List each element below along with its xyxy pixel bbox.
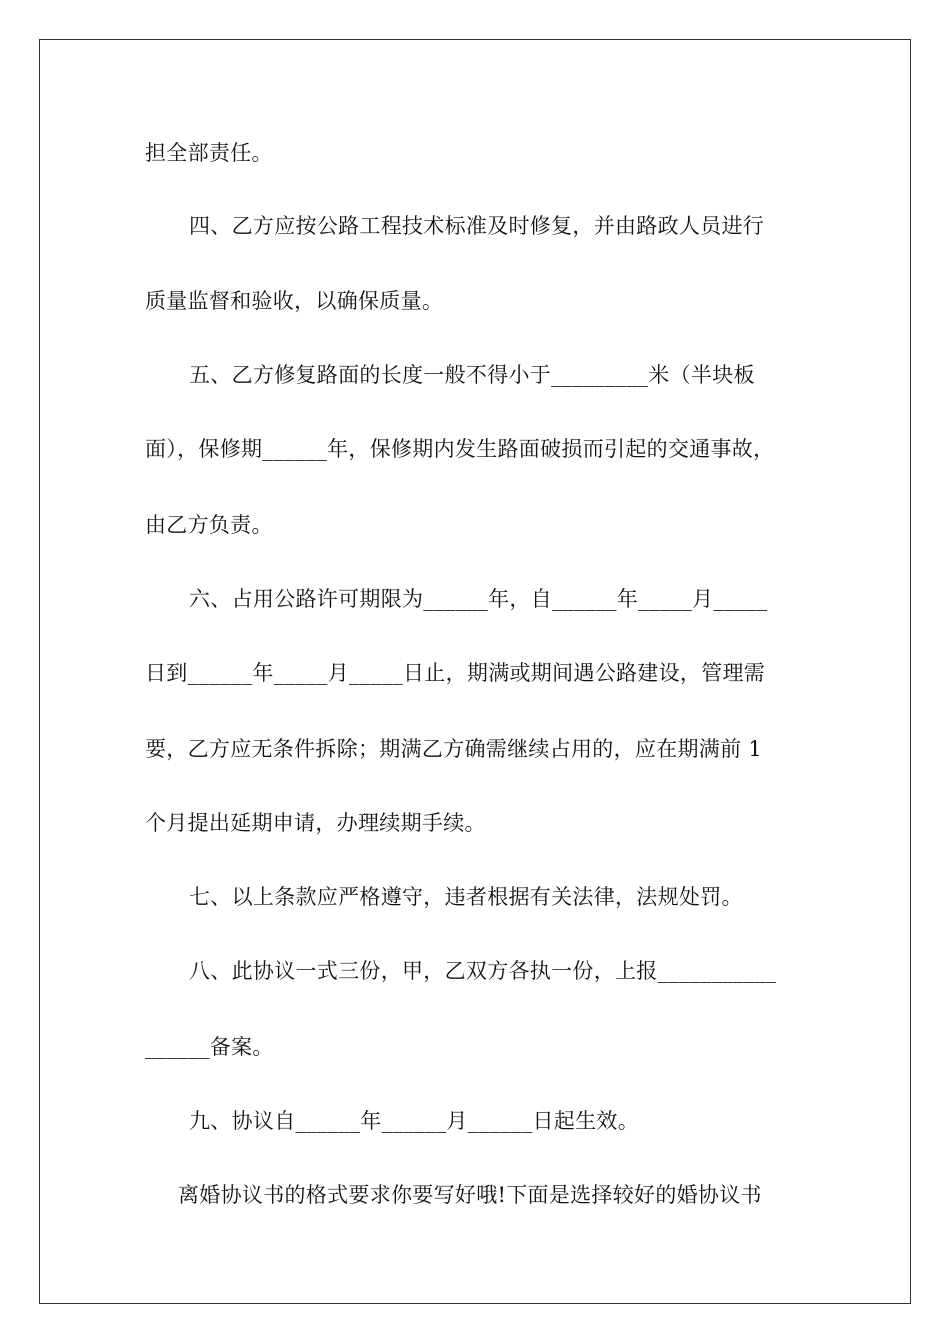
text-line-7: 六、占用公路许可期限为______年，自______年_____月_____ <box>189 587 768 611</box>
text-line-12: 八、此协议一式三份，甲，乙双方各执一份，上报___________ <box>189 959 777 983</box>
text-line-14: 九、协议自______年______月______日起生效。 <box>189 1109 639 1133</box>
text-line-1: 担全部责任。 <box>145 141 273 165</box>
text-line-4: 五、乙方修复路面的长度一般不得小于_________米（半块板 <box>189 363 755 387</box>
text-line-6: 由乙方负责。 <box>145 513 273 537</box>
text-line-10: 个月提出延期申请，办理续期手续。 <box>145 811 486 835</box>
text-line-11: 七、以上条款应严格遵守，违者根据有关法律，法规处罚。 <box>189 885 743 909</box>
text-line-8: 日到______年_____月_____日止，期满或期间遇公路建设，管理需 <box>145 661 766 685</box>
text-line-5: 面），保修期______年，保修期内发生路面破损而引起的交通事故， <box>145 437 775 461</box>
text-line-15: 离婚协议书的格式要求你要写好哦!下面是选择较好的婚协议书 <box>178 1183 762 1207</box>
text-line-2: 四、乙方应按公路工程技术标准及时修复，并由路政人员进行 <box>189 214 765 238</box>
text-line-9: 要，乙方应无条件拆除；期满乙方确需继续占用的，应在期满前 1 <box>145 737 763 761</box>
text-line-3: 质量监督和验收，以确保质量。 <box>145 289 444 313</box>
text-line-13: ______备案。 <box>145 1035 274 1059</box>
